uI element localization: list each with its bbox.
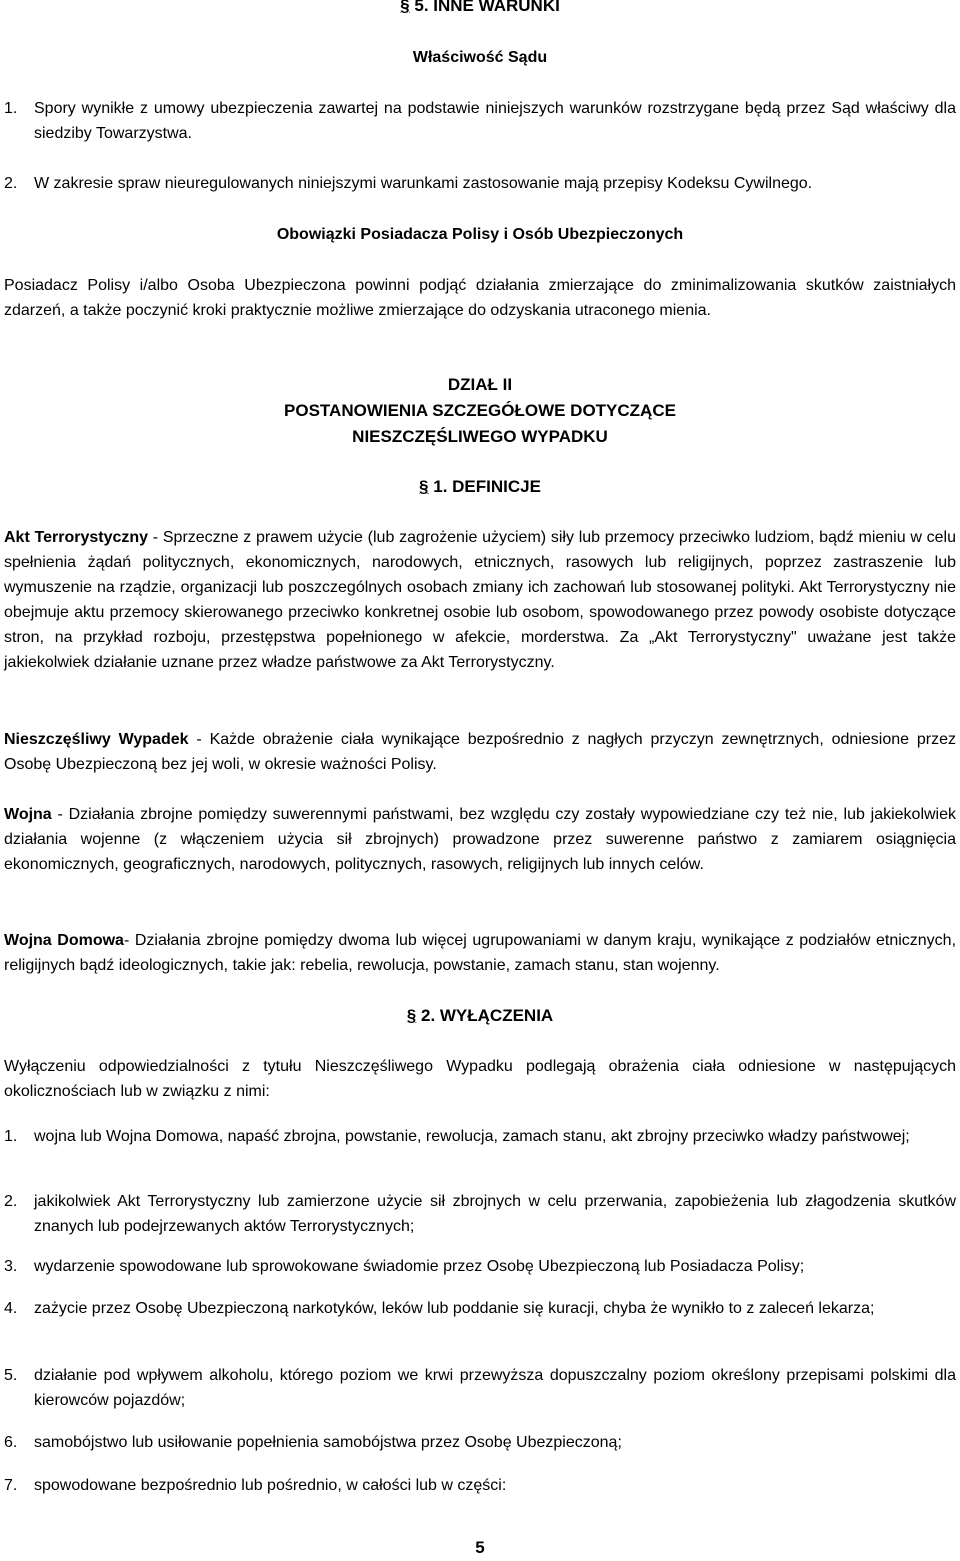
section-heading-1 <box>0 474 960 500</box>
section-symbol: § <box>419 477 429 496</box>
definition-paragraph: Akt Terrorystyczny - Sprzeczne z prawem użycie (lub zagrożenie użyciem) siły lub przemocy przeciwko ludziom, bądź mieniu w celu spełnienia żądań politycznych, ekonomicznych, narodowych, etnicznych, rasowych lub religijnych, poprzez zastraszenie lub wymuszenie na rządzie, organizacji lub poszczególnych osobach zmiany ich zachowań lub stosowanej polityki. Akt Terrorystyczny nie obejmuje aktu przemocy skierowanego przeciwko konkretnej osobie lub osobom, spowodowanego przez powody osobiste dotyczące stron, na przykład rozboju, przestępstwa popełnionego w afekcie, morderstwa. Za „Akt Terrorystyczny" uważane jest także jakiekolwiek działanie uznane przez władze państwowe za Akt Terrorystyczny. <box>4 529 957 671</box>
definition-text: Działania zbrojne pomiędzy dwoma lub więcej ugrupowaniami w danym kraju, wynikające z podziałów etnicznych, religijnych bądź ideologicznych, takie jak: rebelia, rewolucja, powstanie, zamach stanu, stan wojenny. <box>4 932 957 974</box>
list-item: 2. jakikolwiek Akt Terrorystyczny lub zamierzone użycie sił zbrojnych w celu przerwania, zapobieżenia lub złagodzenia skutków znanych lub podejrzewanych aktów Terrorystycznych; <box>4 1193 956 1235</box>
definition-term: Wojna Domowa <box>4 932 124 949</box>
definition-term: Akt Terrorystyczny <box>4 529 149 546</box>
exclusions-intro: Wyłączeniu odpowiedzialności z tytułu Nieszczęśliwego Wypadku podlegają obrażenia ciała odniesione w następujących okolicznościach lub w związku z nimi: <box>4 1058 956 1100</box>
duties-paragraph: Posiadacz Polisy i/albo Osoba Ubezpieczona powinni podjąć działania zmierzające do zminimalizowania skutków zaistniałych zdarzeń, a także poczynić kroki praktycznie możliwe zmierzające do odzyskania utraconego mienia. <box>4 277 956 319</box>
definition-paragraph: Wojna Domowa- Działania zbrojne pomiędzy dwoma lub więcej ugrupowaniami w danym kraju, wynikające z podziałów etnicznych, religijnych bądź ideologicznych, takie jak: rebelia, rewolucja, powstanie, zamach stanu, stan wojenny. <box>4 932 957 974</box>
part-heading-line2: POSTANOWIENIA SZCZEGÓŁOWE DOTYCZĄCE <box>284 401 676 420</box>
definition-text: Działania zbrojne pomiędzy suwerennymi państwami, bez względu czy zostały wypowiedziane czy też nie, lub jakiekolwiek działania wojenne (z włączeniem użycia sił zbrojnych) prowadzone przez suwerenne państwo z zamiarem osiągnięcia ekonomicznych, geograficznych, narodowych, politycznych, rasowych, religijnych lub innych celów. <box>4 806 957 873</box>
section-title: 1. DEFINICJE <box>433 477 541 496</box>
page-number: 5 <box>475 1538 485 1557</box>
list-item: 5. działanie pod wpływem alkoholu, którego poziom we krwi przewyższa dopuszczalny poziom określony przepisami polskimi dla kierowców pojazdów; <box>4 1367 956 1409</box>
list-item: 4. zażycie przez Osobę Ubezpieczoną narkotyków, leków lub poddanie się kuracji, chyba że wynikło to z zaleceń lekarza; <box>4 1300 875 1317</box>
section-title: 2. WYŁĄCZENIA <box>420 1006 554 1025</box>
section-symbol: § <box>406 1006 417 1025</box>
part-heading <box>0 372 960 450</box>
section-heading-5 <box>0 0 960 18</box>
definition-term: Nieszczęśliwy Wypadek <box>4 731 189 748</box>
subtitle-duties: Obowiązki Posiadacza Polisy i Osób Ubezpieczonych <box>276 226 684 243</box>
list-item: 2. W zakresie spraw nieuregulowanych niniejszymi warunkami zastosowanie mają przepisy Kodeksu Cywilnego. <box>4 175 813 192</box>
list-item: 7. spowodowane bezpośrednio lub pośrednio, w całości lub w części: <box>4 1477 507 1494</box>
list-item: 1. wojna lub Wojna Domowa, napaść zbrojna, powstanie, rewolucja, zamach stanu, akt zbrojny przeciwko władzy państwowej; <box>4 1128 910 1145</box>
list-item: 6. samobójstwo lub usiłowanie popełnienia samobójstwa przez Osobę Ubezpieczoną; <box>4 1434 622 1451</box>
definition-paragraph: Wojna - Działania zbrojne pomiędzy suwerennymi państwami, bez względu czy zostały wypowiedziane czy też nie, lub jakiekolwiek działania wojenne (z włączeniem użycia sił zbrojnych) prowadzone przez suwerenne państwo z zamiarem osiągnięcia ekonomicznych, geograficznych, narodowych, politycznych, rasowych, religijnych lub innych celów. <box>4 806 957 873</box>
subtitle-court: Właściwość Sądu <box>412 49 548 66</box>
list-item: 3. wydarzenie spowodowane lub sprowokowane świadomie przez Osobę Ubezpieczoną lub Posiadacza Polisy; <box>4 1258 805 1275</box>
definition-paragraph: Nieszczęśliwy Wypadek - Każde obrażenie ciała wynikające bezpośrednio z nagłych przyczyn zewnętrznych, odniesione przez Osobę Ubezpieczoną bez jej woli, w okresie ważności Polisy. <box>4 731 957 773</box>
definition-text: Każde obrażenie ciała wynikające bezpośrednio z nagłych przyczyn zewnętrznych, odniesione przez Osobę Ubezpieczoną bez jej woli, w okresie ważności Polisy. <box>4 731 957 773</box>
definition-text: Sprzeczne z prawem użycie (lub zagrożenie użyciem) siły lub przemocy przeciwko ludziom, bądź mieniu w celu spełnienia żądań politycznych, ekonomicznych, narodowych, etnicznych, rasowych lub religijnych, poprzez zastraszenie lub wymuszenie na rządzie, organizacji lub poszczególnych osobach zmiany ich zachowań lub stosowanej polityki. Akt Terrorystyczny nie obejmuje aktu przemocy skierowanego przeciwko konkretnej osobie lub osobom, spowodowanego przez powody osobiste dotyczące stron, na przykład rozboju, przestępstwa popełnionego w afekcie, morderstwa. Za „Akt Terrorystyczny" uważane jest także jakiekolwiek działanie uznane przez władze państwowe za Akt Terrorystyczny. <box>4 529 957 671</box>
part-heading-line1: DZIAŁ II <box>447 375 513 394</box>
list-item: 1. Spory wynikłe z umowy ubezpieczenia zawartej na podstawie niniejszych warunków rozstrzygane będą przez Sąd właściwy dla siedziby Towarzystwa. <box>4 100 956 142</box>
definition-term: Wojna <box>4 806 52 823</box>
section-title: 5. INNE WARUNKI <box>414 0 560 15</box>
part-heading-line3: NIESZCZĘŚLIWEGO WYPADKU <box>352 427 608 446</box>
section-symbol: § <box>400 0 410 15</box>
section-heading-2 <box>0 1003 960 1029</box>
